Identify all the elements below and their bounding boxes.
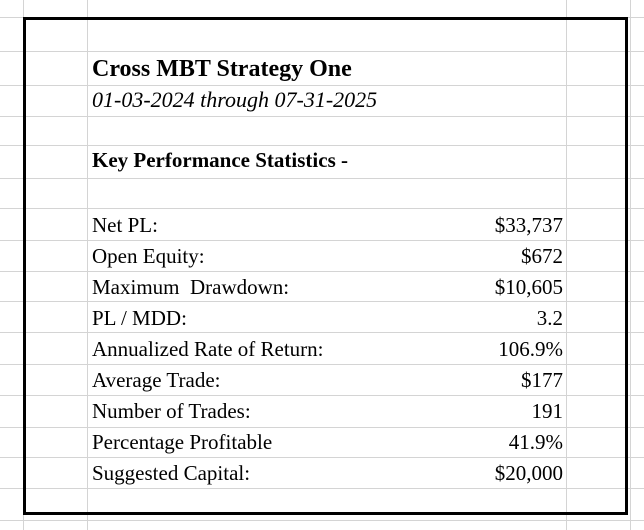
stat-value-annualized-return[interactable]: 106.9% [498,337,563,361]
stat-label-pl-mdd[interactable]: PL / MDD: [92,306,187,330]
section-heading[interactable]: Key Performance Statistics - [92,148,348,172]
stat-label-number-of-trades[interactable]: Number of Trades: [92,399,251,423]
stat-label-average-trade[interactable]: Average Trade: [92,368,221,392]
stat-label-percentage-profitable[interactable]: Percentage Profitable [92,430,273,454]
stat-label-annualized-return[interactable]: Annualized Rate of Return: [92,337,324,361]
stat-value-open-equity[interactable]: $672 [521,244,563,268]
grid-column-line [630,0,631,530]
stat-value-pl-mdd[interactable]: 3.2 [536,306,563,330]
stat-label-open-equity[interactable]: Open Equity: [92,244,205,268]
report-date-range[interactable]: 01-03-2024 through 07-31-2025 [92,87,378,112]
stat-label-net-pl[interactable]: Net PL: [92,213,158,237]
stat-value-number-of-trades[interactable]: 191 [531,399,563,423]
stat-value-max-drawdown[interactable]: $10,605 [494,275,563,299]
stat-label-suggested-capital[interactable]: Suggested Capital: [92,461,251,485]
stat-value-net-pl[interactable]: $33,737 [494,213,563,237]
stat-value-average-trade[interactable]: $177 [521,368,563,392]
stat-value-suggested-capital[interactable]: $20,000 [494,461,563,485]
report-title[interactable]: Cross MBT Strategy One [92,56,352,82]
grid-row-line [0,520,644,521]
stat-value-percentage-profitable[interactable]: 41.9% [508,430,563,454]
stat-label-max-drawdown[interactable]: Maximum Drawdown: [92,275,290,299]
